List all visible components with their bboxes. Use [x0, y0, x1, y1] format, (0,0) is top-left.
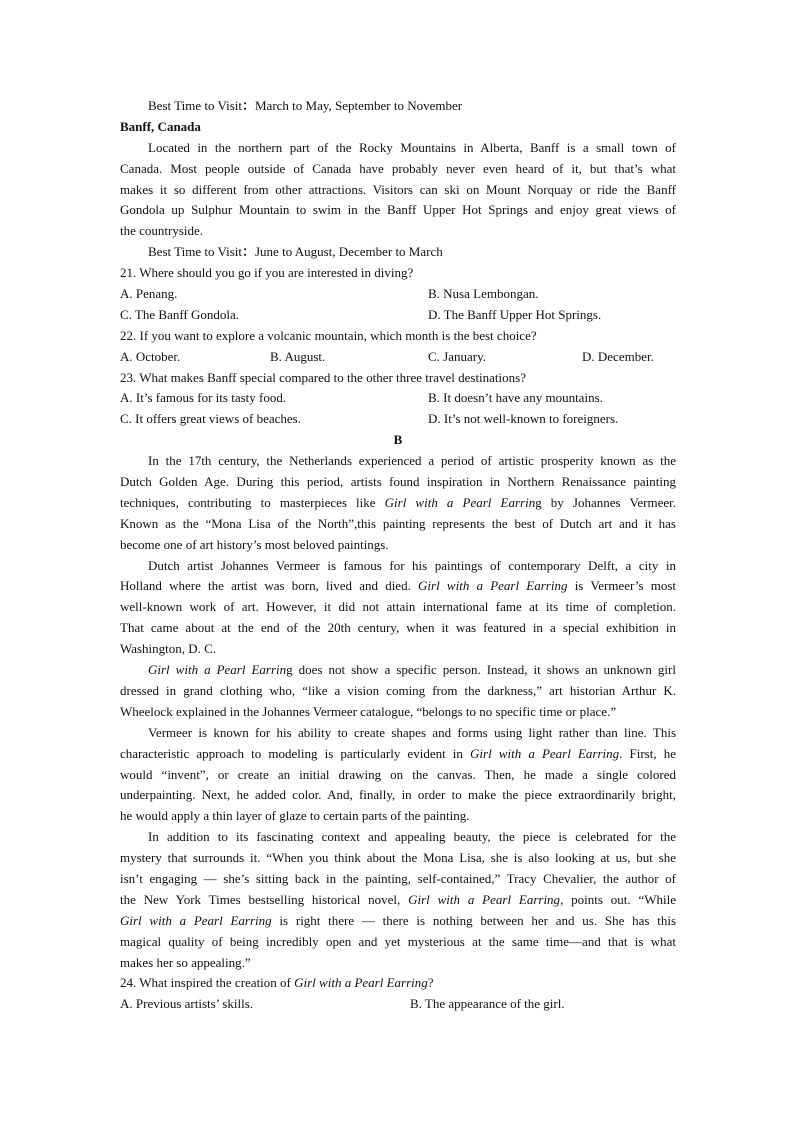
p5-line-6: magical quality of being incredibly open and yet mysterious at the same time—and that is what — [120, 933, 676, 949]
painting-title-partial: Girl with a Pearl Earrin — [384, 494, 536, 510]
p2-line-5: Washington, D. C. — [120, 641, 217, 657]
best-time-colon: ： — [241, 244, 255, 260]
p3-line-2: dressed in grand clothing who, “like a vision coming from the darkness,” art historian Arthur K. — [120, 682, 676, 698]
banff-heading: Banff, Canada — [120, 118, 201, 134]
p1-line-3-pre: techniques, contributing to masterpieces like — [120, 494, 385, 510]
p5-line-4-pre: the New York Times bestselling historical novel, — [120, 891, 409, 907]
question-22-option-b[interactable]: B. August. — [270, 348, 326, 364]
best-time-banff-line — [120, 242, 676, 263]
banff-line-4: Gondola up Sulphur Mountain to swim in the Banff Upper Hot Springs and enjoy great views of — [120, 202, 676, 218]
best-time-value: March to May, September to November — [255, 98, 463, 113]
p2-line-2-post: is Vermeer’s most — [567, 578, 676, 594]
best-time-label: Best Time to Visit — [148, 98, 242, 113]
p5-line-4 — [120, 890, 676, 911]
question-22-option-a[interactable]: A. October. — [120, 348, 181, 364]
painting-title-partial: Girl with a Pearl Earrin — [148, 662, 287, 678]
banff-line-1: Located in the northern part of the Rocky Mountains in Alberta, Banff is a small town of — [148, 139, 676, 155]
p4-line-2 — [120, 744, 676, 765]
question-21-options-row-2 — [120, 305, 676, 326]
p5-line-5-post: is right there — there is nothing between her and us. She has this — [271, 912, 676, 928]
question-24-options-row — [120, 994, 676, 1015]
banff-line-2: Canada. Most people outside of Canada have probably never even heard of it, but that’s what — [120, 160, 676, 176]
p1-line-3-post: g by Johannes Vermeer. — [535, 494, 676, 510]
p1-line-2: Dutch Golden Age. During this period, artists found inspiration in Northern Renaissance painting — [120, 474, 676, 490]
question-23-option-b[interactable]: B. It doesn’t have any mountains. — [428, 390, 603, 406]
question-21-option-c[interactable]: C. The Banff Gondola. — [120, 306, 240, 322]
p1-line-3 — [120, 493, 676, 514]
p2-line-1: Dutch artist Johannes Vermeer is famous for his paintings of contemporary Delft, a city in — [148, 557, 676, 573]
question-23-stem: 23. What makes Banff special compared to the other three travel destinations? — [120, 369, 526, 385]
p4-line-3: would “invent”, or create an initial drawing on the canvas. Then, he made a single colored — [120, 766, 676, 782]
p3-line-1-post: g does not show a specific person. Instead, it shows an unknown girl — [286, 662, 676, 678]
p4-line-4: underpainting. Next, he added color. And, finally, in order to make the piece extraordinarily bright, — [120, 787, 676, 803]
p2-line-4: That came about at the end of the 20th century, when it was featured in a special exhibition in — [120, 620, 676, 636]
best-time-colon: ： — [241, 98, 255, 113]
question-22-option-c[interactable]: C. January. — [428, 348, 487, 364]
best-time-penang-line — [120, 96, 676, 117]
p2-line-2-pre: Holland where the artist was born, lived and died. — [120, 578, 419, 594]
question-21-option-d[interactable]: D. The Banff Upper Hot Springs. — [428, 306, 602, 322]
question-21-stem: 21. Where should you go if you are interested in diving? — [120, 265, 414, 281]
painting-title: Girl with a Pearl Earring — [294, 975, 428, 991]
p2-line-3: well-known work of art. However, it did not attain international fame at its time of completion. — [120, 599, 676, 615]
question-23-option-d[interactable]: D. It’s not well-known to foreigners. — [428, 411, 619, 427]
best-time-value: June to August, December to March — [255, 244, 443, 260]
question-22-options-row — [120, 347, 676, 368]
painting-title: Girl with a Pearl Earring — [418, 578, 568, 594]
question-21-option-b[interactable]: B. Nusa Lembongan. — [428, 286, 539, 302]
p1-line-1: In the 17th century, the Netherlands experienced a period of artistic prosperity known as the — [148, 453, 676, 469]
banff-line-5: the countryside. — [120, 223, 204, 239]
question-21-options-row-1 — [120, 284, 676, 305]
question-23-option-c[interactable]: C. It offers great views of beaches. — [120, 411, 301, 427]
p5-line-4-post: , points out. “While — [560, 891, 676, 907]
painting-title: Girl with a Pearl Earring — [120, 912, 272, 928]
question-22-stem: 22. If you want to explore a volcanic mountain, which month is the best choice? — [120, 327, 537, 343]
p5-line-7: makes her so appealing.” — [120, 954, 251, 970]
best-time-label: Best Time to Visit — [148, 244, 242, 260]
p5-line-1: In addition to its fascinating context and appealing beauty, the piece is celebrated for the — [148, 829, 676, 845]
question-23-option-a[interactable]: A. It’s famous for its tasty food. — [120, 390, 287, 406]
p3-line-1 — [120, 660, 676, 681]
p4-line-2-post: . First, he — [619, 745, 676, 761]
p5-line-2: mystery that surrounds it. “When you think about the Mona Lisa, she is also looking at us, but she — [120, 850, 676, 866]
question-22-option-d[interactable]: D. December. — [582, 348, 654, 364]
question-24-stem — [120, 973, 676, 994]
p5-line-5 — [120, 911, 676, 932]
banff-line-3: makes it so different from other attractions. Visitors can ski on Mount Norquay or ride the Banff — [120, 181, 676, 197]
section-b-heading: B — [393, 432, 403, 448]
p3-line-3: Wheelock explained in the Johannes Vermeer catalogue, “belongs to no specific time or place.” — [120, 703, 617, 719]
p2-line-2 — [120, 576, 676, 597]
question-24-stem-post: ? — [427, 975, 434, 991]
question-24-option-a[interactable]: A. Previous artists’ skills. — [120, 996, 254, 1012]
p4-line-2-pre: characteristic approach to modeling is particularly evident in — [120, 745, 471, 761]
painting-title: Girl with a Pearl Earring — [408, 891, 561, 907]
p1-line-4: Known as the “Mona Lisa of the North”,this painting represents the best of Dutch art and it has — [120, 515, 676, 531]
question-24-option-b[interactable]: B. The appearance of the girl. — [410, 996, 565, 1012]
p4-line-5: he would apply a thin layer of glaze to certain parts of the painting. — [120, 808, 470, 824]
question-21-option-a[interactable]: A. Penang. — [120, 286, 178, 302]
painting-title: Girl with a Pearl Earring — [470, 745, 620, 761]
page-content — [120, 96, 676, 1015]
p5-line-3: isn’t engaging — she’s sitting back in the painting, self-contained,” Tracy Chevalier, the author of — [120, 870, 676, 886]
p4-line-1: Vermeer is known for his ability to create shapes and forms using light rather than line. This — [148, 724, 676, 740]
question-23-options-row-1 — [120, 388, 676, 409]
p1-line-5: become one of art history’s most beloved paintings. — [120, 536, 389, 552]
question-24-stem-pre: 24. What inspired the creation of — [120, 975, 295, 991]
question-23-options-row-2 — [120, 409, 676, 430]
